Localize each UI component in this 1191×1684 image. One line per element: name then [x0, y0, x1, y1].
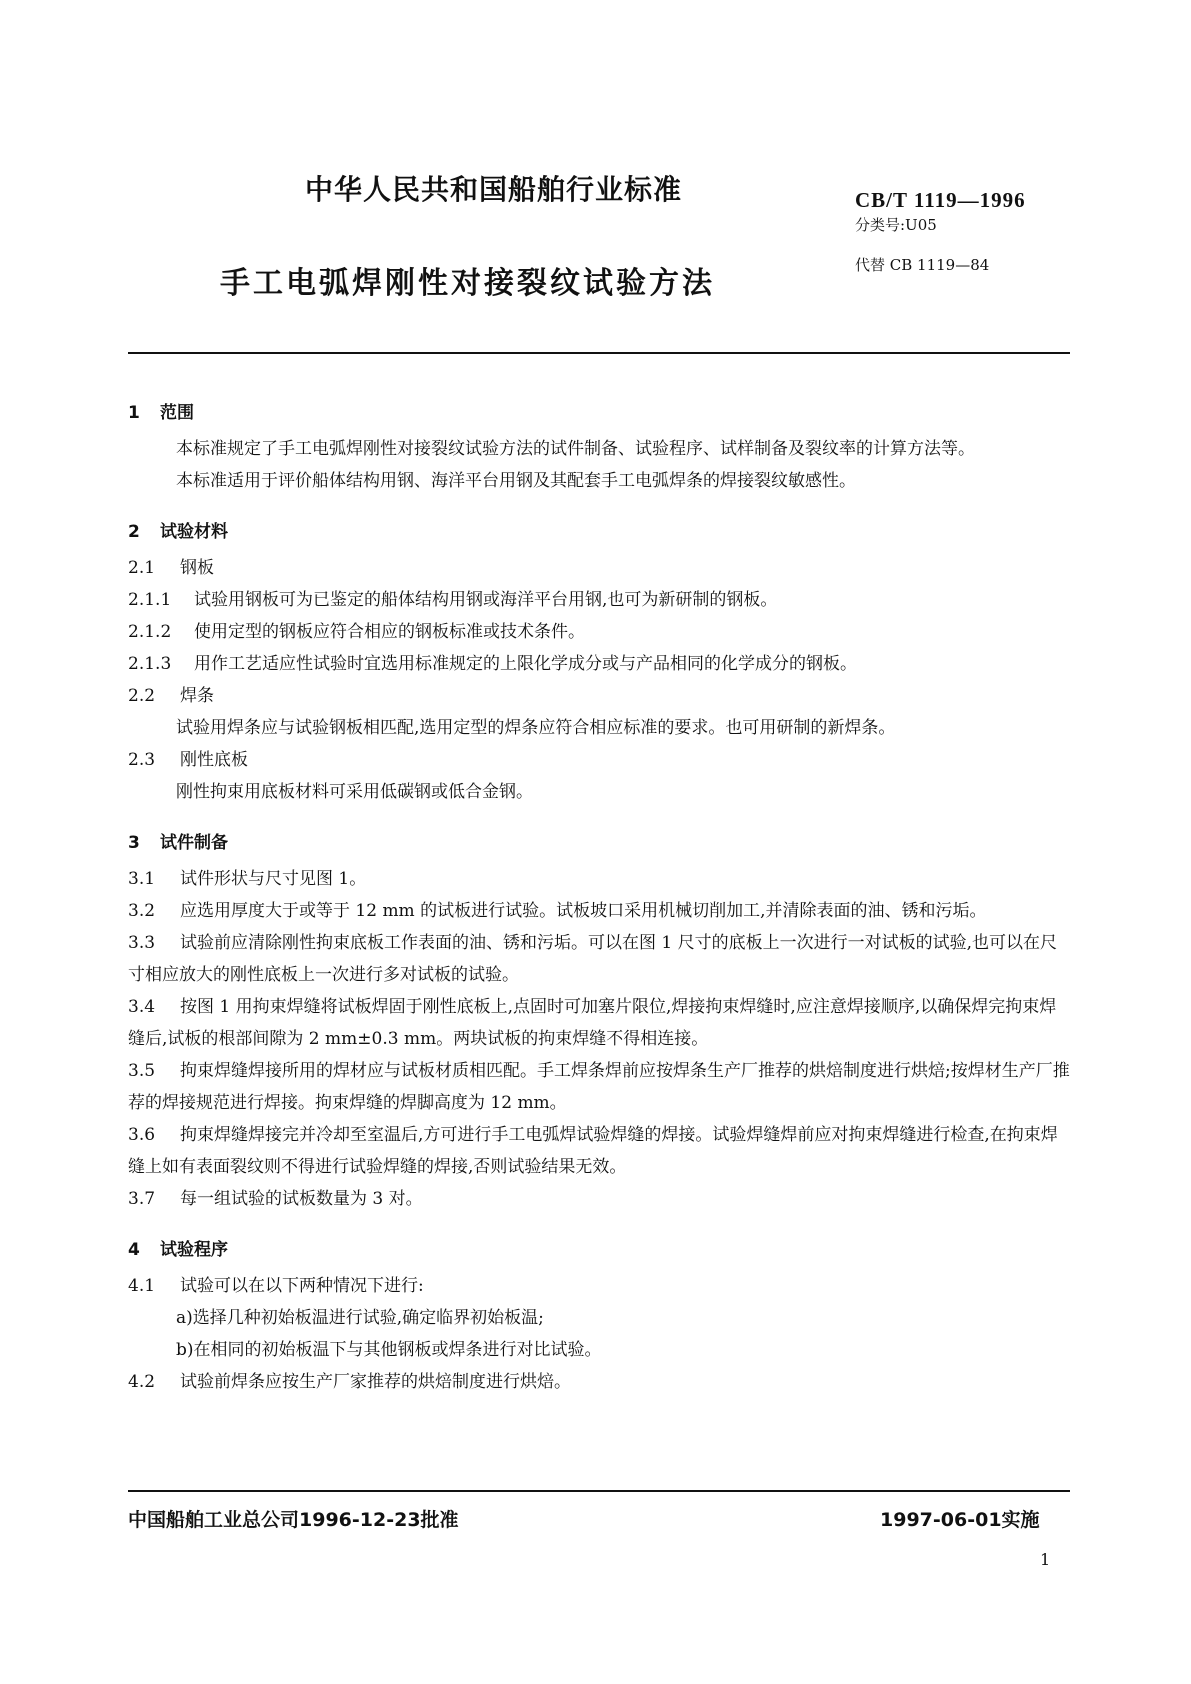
section-title: 试验程序 — [160, 1240, 228, 1260]
section-1-heading — [128, 398, 1073, 423]
section-2-heading — [128, 517, 1073, 542]
clause-2-1: 2.1 钢板 — [128, 558, 214, 578]
clause-4-1: 4.1 试验可以在以下两种情况下进行: — [128, 1276, 424, 1296]
section-number: 2 — [128, 522, 140, 542]
top-divider — [128, 352, 1070, 354]
approval-line: 中国船舶工业总公司1996-12-23批准 — [128, 1509, 459, 1531]
clause-3-5: 3.5 拘束焊缝焊接所用的焊材应与试板材质相匹配。手工焊条焊前应按焊条生产厂推荐的烘焙制度进行烘焙;按焊材生产厂推荐的焊接规范进行焊接。拘束焊缝的焊脚高度为 12 mm。 — [128, 1061, 1070, 1113]
document-title: 手工电弧焊刚性对接裂纹试验方法 — [220, 266, 715, 301]
section-title: 试件制备 — [160, 833, 228, 853]
section-title: 范围 — [160, 403, 194, 423]
list-item-b: b)在相同的初始板温下与其他钢板或焊条进行对比试验。 — [176, 1340, 602, 1360]
classification-number: 分类号:U05 — [855, 216, 937, 234]
effective-date: 1997-06-01实施 — [880, 1509, 1040, 1531]
section-number: 1 — [128, 403, 140, 423]
paragraph: 本标准规定了手工电弧焊刚性对接裂纹试验方法的试件制备、试验程序、试样制备及裂纹率的计算方法等。 — [176, 439, 975, 459]
page-number: 1 — [1040, 1550, 1051, 1569]
clause-2-2: 2.2 焊条 — [128, 686, 214, 706]
clause-2-1-3: 2.1.3 用作工艺适应性试验时宜选用标准规定的上限化学成分或与产品相同的化学成分的钢板。 — [128, 654, 857, 674]
clause-2-3: 2.3 刚性底板 — [128, 750, 248, 770]
clause-4-2: 4.2 试验前焊条应按生产厂家推荐的烘焙制度进行烘焙。 — [128, 1372, 571, 1392]
section-4-heading — [128, 1235, 1073, 1260]
clause-2-3-body: 刚性拘束用底板材料可采用低碳钢或低合金钢。 — [176, 782, 533, 802]
paragraph: 本标准适用于评价船体结构用钢、海洋平台用钢及其配套手工电弧焊条的焊接裂纹敏感性。 — [176, 471, 856, 491]
section-title: 试验材料 — [160, 522, 228, 542]
section-3-heading — [128, 828, 1073, 853]
clause-3-7: 3.7 每一组试验的试板数量为 3 对。 — [128, 1189, 423, 1209]
org-title: 中华人民共和国船舶行业标准 — [305, 173, 683, 206]
clause-2-1-2: 2.1.2 使用定型的钢板应符合相应的钢板标准或技术条件。 — [128, 622, 585, 642]
clause-2-2-body: 试验用焊条应与试验钢板相匹配,选用定型的焊条应符合相应标准的要求。也可用研制的新焊条。 — [176, 718, 896, 738]
list-item-a: a)选择几种初始板温进行试验,确定临界初始板温; — [176, 1308, 544, 1328]
clause-2-1-1: 2.1.1 试验用钢板可为已鉴定的船体结构用钢或海洋平台用钢,也可为新研制的钢板。 — [128, 590, 778, 610]
standard-number: CB/T 1119—1996 — [855, 188, 1026, 212]
clause-3-3: 3.3 试验前应清除刚性拘束底板工作表面的油、锈和污垢。可以在图 1 尺寸的底板上一次进行一对试板的试验,也可以在尺寸相应放大的刚性底板上一次进行多对试板的试验。 — [128, 933, 1058, 985]
document-body — [128, 398, 1073, 1398]
replaces-standard: 代替 CB 1119—84 — [855, 256, 990, 274]
clause-3-6: 3.6 拘束焊缝焊接完并冷却至室温后,方可进行手工电弧焊试验焊缝的焊接。试验焊缝焊前应对拘束焊缝进行检查,在拘束焊缝上如有表面裂纹则不得进行试验焊缝的焊接,否则试验结果无效。 — [128, 1125, 1058, 1177]
section-number: 3 — [128, 833, 140, 853]
section-number: 4 — [128, 1240, 140, 1260]
clause-3-4: 3.4 按图 1 用拘束焊缝将试板焊固于刚性底板上,点固时可加塞片限位,焊接拘束焊缝时,应注意焊接顺序,以确保焊完拘束焊缝后,试板的根部间隙为 2 mm±0.3 mm。两块试板的拘束焊缝不得相连接。 — [128, 997, 1057, 1049]
clause-3-2: 3.2 应选用厚度大于或等于 12 mm 的试板进行试验。试板坡口采用机械切削加工,并清除表面的油、锈和污垢。 — [128, 901, 987, 921]
bottom-divider — [128, 1490, 1070, 1492]
clause-3-1: 3.1 试件形状与尺寸见图 1。 — [128, 869, 367, 889]
